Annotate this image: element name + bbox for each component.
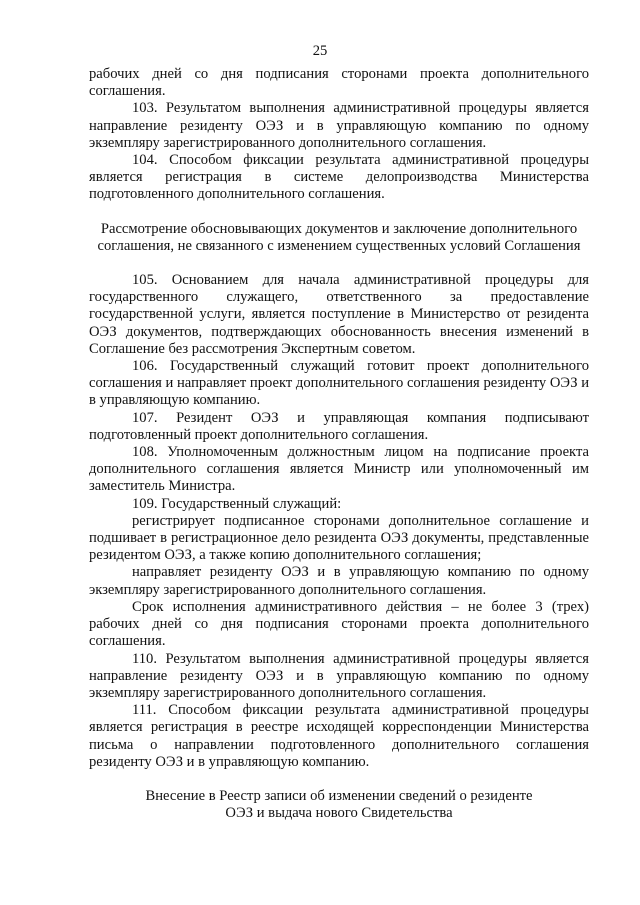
paragraph-109-registers: регистрирует подписанное сторонами дополнительное соглашение и подшивает в регистрационное дело резидента ОЭЗ документы, представленные резидентом ОЭЗ, а также копию дополнительного соглашения; — [89, 512, 589, 564]
paragraph-108: 108. Уполномоченным должностным лицом на подписание проекта дополнительного соглашения является Министр или уполномоченный им заместитель Министра. — [89, 444, 589, 495]
page-number: 25 — [312, 43, 328, 59]
paragraph-104: 104. Способом фиксации результата административной процедуры является регистрация в системе делопроизводства Министерства подготовленного дополнительного соглашения. — [89, 152, 589, 203]
paragraph-107: 107. Резидент ОЭЗ и управляющая компания подписывают подготовленный проект дополнительного соглашения. — [89, 409, 589, 443]
paragraph-103: 103. Результатом выполнения административной процедуры является направление резиденту ОЭЗ и в управляющую компанию по одному экземпляру зарегистрированного дополнительного соглашения. — [89, 100, 589, 151]
section-heading-registry: Внесение в Реестр записи об изменении сведений о резиденте ОЭЗ и выдача нового Свидетельства — [145, 787, 533, 822]
paragraph-109-sends: направляет резиденту ОЭЗ и в управляющую компанию по одному экземпляру зарегистрированного дополнительного соглашения. — [89, 564, 589, 598]
paragraph-111: 111. Способом фиксации результата административной процедуры является регистрация в реестре исходящей корреспонденции Министерства письма о направлении подготовленного дополнительного соглашения резиденту ОЭЗ и в управляющую компанию. — [89, 702, 589, 770]
paragraph-110: 110. Результатом выполнения административной процедуры является направление резиденту ОЭЗ и в управляющую компанию по одному экземпляру зарегистрированного дополнительного соглашения. — [89, 650, 589, 701]
paragraph-deadline: Срок исполнения административного действия – не более 3 (трех) рабочих дней со дня подписания сторонами проекта дополнительного соглашения. — [89, 598, 589, 650]
paragraph-109: 109. Государственный служащий: — [132, 495, 342, 512]
paragraph-continuation: рабочих дней со дня подписания сторонами проекта дополнительного соглашения. — [89, 66, 589, 100]
section-heading-supplementary-agreement: Рассмотрение обосновывающих документов и заключение дополнительного соглашения, не связанного с изменением существенных условий Соглашения — [97, 220, 581, 254]
document-body — [89, 66, 589, 822]
paragraph-106: 106. Государственный служащий готовит проект дополнительного соглашения и направляет проект дополнительного соглашения резиденту ОЭЗ и в управляющую компанию. — [89, 358, 589, 409]
paragraph-105: 105. Основанием для начала административной процедуры для государственного служащего, ответственного за предоставление государственной услуги, является поступление в Министерство от резидента ОЭЗ документов, подтверждающих обоснованность внесения изменений в Соглашение без рассмотрения Экспертным советом. — [89, 272, 589, 357]
